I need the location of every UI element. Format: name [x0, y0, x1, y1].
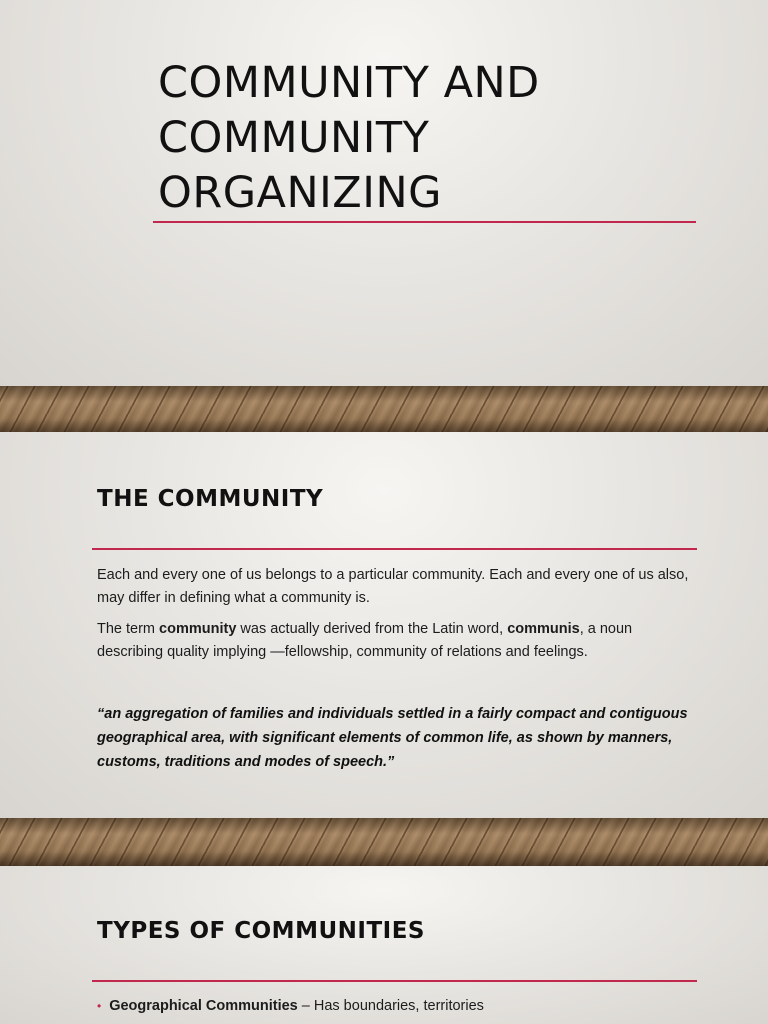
slide-the-community [0, 432, 768, 818]
presentation-title [158, 56, 718, 221]
slide-heading: THE COMMUNITY [97, 486, 324, 512]
list-item [97, 998, 717, 1014]
heading-divider [92, 980, 697, 982]
heading-divider [92, 548, 697, 550]
text-segment: The term [97, 621, 160, 637]
wood-floor-divider-2 [0, 818, 768, 866]
slide-heading: TYPES OF COMMUNITIES [97, 918, 425, 944]
slide-title [0, 0, 768, 386]
term-communis: communis [507, 621, 580, 637]
term-community: community [159, 621, 237, 637]
wood-floor-divider-1 [0, 386, 768, 434]
text-segment: , a noun describing quality implying —fellowship, community of relations and feelings. [97, 621, 633, 660]
bullet-text: – Has boundaries, territories [297, 998, 484, 1014]
bullet-icon: • [97, 999, 102, 1013]
title-divider [153, 221, 696, 223]
text-segment: was actually derived from the Latin word, [236, 621, 508, 637]
title-line-1: COMMUNITY AND [158, 58, 540, 108]
definition-quote: “an aggregation of families and individuals settled in a fairly compact and contiguous geographical area, with significant elements of common life, as shown by manners, customs, traditions and modes of speech.” [97, 706, 688, 770]
title-line-2: COMMUNITY [158, 113, 430, 163]
slide-types-of-communities [0, 866, 768, 1024]
intro-paragraph: Each and every one of us belongs to a particular community. Each and every one of us also, may differ in defining what a community is. [97, 567, 689, 606]
title-line-3: ORGANIZING [158, 168, 442, 218]
bullet-term: Geographical Communities [109, 998, 298, 1014]
etymology-paragraph [97, 618, 697, 664]
